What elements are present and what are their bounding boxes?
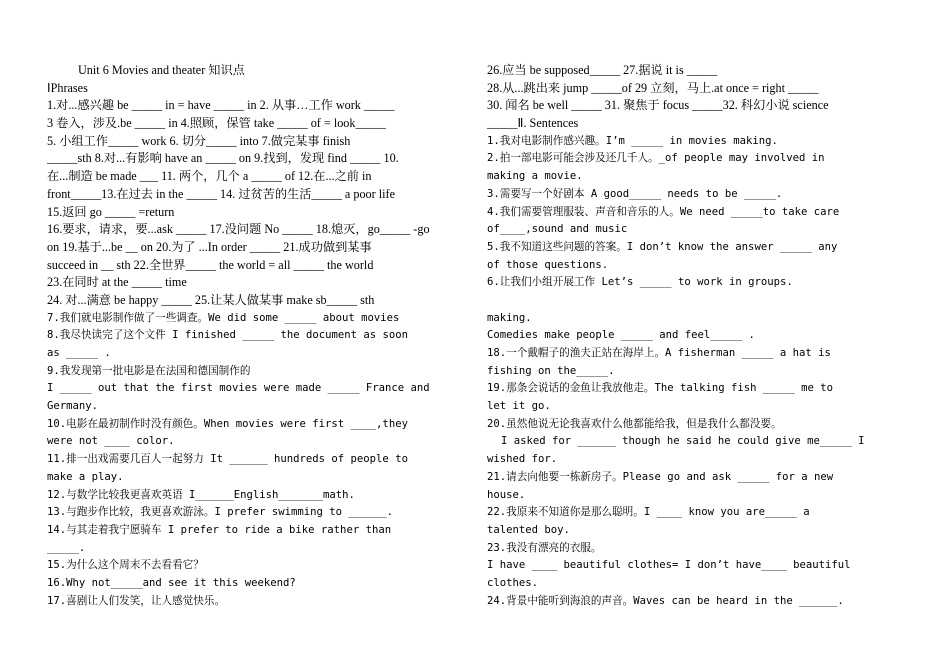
left-column-line: 8.我尽快读完了这个文件 I finished _____ the document as soon	[47, 329, 409, 342]
right-column-line: of____,sound and music	[487, 223, 628, 236]
left-column-line: were not ____ color.	[47, 435, 175, 448]
left-column-line: 9.我发现第一批电影是在法国和德国制作的	[47, 364, 251, 377]
left-column-line: ⅠPhrases	[47, 80, 88, 95]
left-column-line: Unit 6 Movies and theater 知识点	[78, 63, 245, 77]
left-column-line: 3 卷入，涉及.be _____ in 4.照顾，保管 take _____ of = look_____	[47, 116, 386, 131]
right-column-line: 18.一个戴帽子的渔夫正站在海岸上。A fisherman _____ a hat is	[487, 347, 831, 359]
right-column-line: 21.请去向他要一栋新房子。Please go and ask _____ for a new	[487, 470, 834, 483]
right-column-line: 26.应当 be supposed_____ 27.据说 it is _____	[487, 63, 718, 77]
left-column-line: I _____ out that the first movies were made _____ France and	[47, 382, 430, 395]
left-column-line: 7.我们就电影制作做了一些调查。We did some _____ about movies	[47, 311, 400, 324]
right-column-line: I asked for ______ though he said he could give me_____ I	[501, 435, 865, 448]
left-column-line: as _____ .	[47, 347, 111, 359]
right-column-line: 5.我不知道这些问题的答案。I don’t know the answer _____ any	[487, 240, 838, 253]
right-column-line: 24.背景中能听到海浪的声音。Waves can be heard in the ______.	[487, 594, 844, 607]
right-column-line: 4.我们需要管理服装、声音和音乐的人。We need _____to take care	[487, 205, 840, 218]
right-column-line: let it go.	[487, 400, 551, 413]
left-column-line: 12.与数学比较我更喜欢英语 I______English_______math.	[47, 488, 355, 501]
right-column-line	[487, 292, 903, 310]
left-column-line: Germany.	[47, 400, 99, 413]
right-column-line: 1.我对电影制作感兴趣。I’m _____ in movies making.	[487, 134, 778, 147]
left-column-line: 17.喜剧让人们发笑，让人感觉快乐。	[47, 594, 226, 607]
left-column-line: 16.要求，请求，要...ask _____ 17.没问题 No _____ 18.熄灭，go_____ -go	[47, 222, 430, 237]
right-column-line: clothes.	[487, 576, 539, 589]
left-column-line: make a play.	[47, 470, 124, 483]
left-column-line: on 19.基于...be __ on 20.为了 ...In order _____ 21.成功做到某事	[47, 239, 372, 254]
right-column-line: 19.那条会说话的金鱼让我放他走。The talking fish _____ me to	[487, 382, 834, 395]
left-column-line: 13.与跑步作比较，我更喜欢游泳。I prefer swimming to ______.	[47, 506, 394, 519]
right-column-line: making.	[487, 311, 532, 324]
right-column-line: fishing on the_____.	[487, 364, 615, 377]
left-column-line: _____.	[47, 541, 86, 554]
right-column-line: 2.拍一部电影可能会涉及还几千人。_of people may involved in	[487, 152, 825, 165]
right-column-line: of those questions.	[487, 258, 609, 271]
right-column-line: 6.让我们小组开展工作 Let’s _____ to work in groups.	[487, 276, 793, 289]
left-column-line: 10.电影在最初制作时没有颜色。When movies were first ____,they	[47, 417, 408, 430]
right-column	[487, 62, 903, 610]
left-column-line: front_____13.在过去 in the _____ 14. 过贫苦的生活_____ a poor life	[47, 186, 395, 201]
left-column-line: 24. 对...满意 be happy _____ 25.让某人做某事 make sb_____ sth	[47, 292, 375, 307]
right-column-line: 30. 闻名 be well _____ 31. 聚焦于 focus _____32. 科幻小说 science	[487, 98, 829, 113]
left-column-line: 5. 小组工作_____ work 6. 切分_____ into 7.做完某事 finish	[47, 133, 351, 148]
right-column-line: Comedies make people _____ and feel_____ .	[487, 329, 755, 342]
right-column-line: I have ____ beautiful clothes= I don’t have____ beautiful	[487, 559, 851, 572]
left-column-line: 1.对...感兴趣 be _____ in = have _____ in 2. 从事…工作 work _____	[47, 98, 395, 113]
left-column-line: 15.为什么这个周末不去看看它？	[47, 559, 204, 572]
left-column	[47, 62, 465, 610]
right-column-line: wished for.	[487, 453, 558, 466]
right-column-line: talented boy.	[487, 523, 570, 536]
right-column-line: making a movie.	[487, 170, 583, 183]
left-column-line: 15.返回 go _____ =return	[47, 204, 175, 219]
right-column-line: 20.虽然他说无论我喜欢什么他都能给我，但是我什么都没要。	[487, 417, 782, 430]
left-column-line: succeed in __ sth 22.全世界_____ the world = all _____ the world	[47, 257, 374, 272]
left-column-line: 14.与其走着我宁愿骑车 I prefer to ride a bike rather than	[47, 523, 392, 536]
right-column-line: 23.我没有漂亮的衣服。	[487, 541, 602, 554]
left-column-line: 在...制造 be made ___ 11. 两个，几个 a _____ of 12.在...之前 in	[47, 169, 372, 184]
right-column-line: 3.需要写一个好剧本 A good_____ needs to be _____.	[487, 187, 783, 200]
right-column-line: 22.我原来不知道你是那么聪明。I ____ know you are_____ a	[487, 506, 810, 519]
left-column-line: 23.在同时 at the _____ time	[47, 275, 187, 290]
right-column-line: 28.从...跳出来 jump _____of 29 立刻，马上.at once = right _____	[487, 80, 819, 95]
left-column-line: 11.排一出戏需要几百人一起努力 It ______ hundreds of people to	[47, 453, 408, 466]
right-column-line: _____Ⅱ. Sentences	[487, 116, 579, 131]
left-column-line: _____sth 8.对...有影响 have an _____ on 9.找到，发现 find _____ 10.	[47, 151, 399, 166]
left-column-line: 16.Why not_____and see it this weekend?	[47, 576, 296, 589]
right-column-line: house.	[487, 488, 526, 501]
